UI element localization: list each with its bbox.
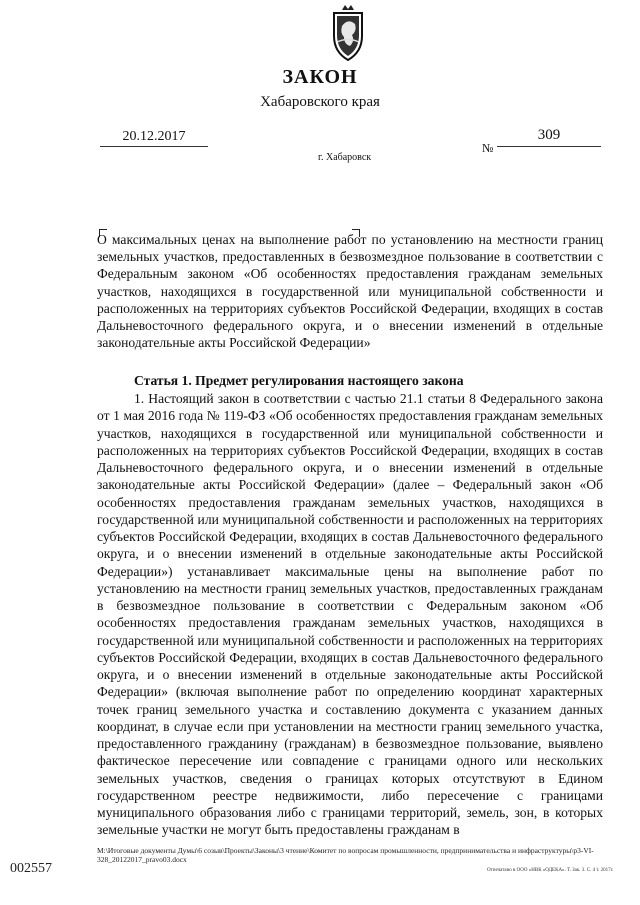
file-path-footer: M:\Итоговые документы Думы\6 созыв\Проекты\Законы\3 чтение\Комитет по вопросам промышленности, предпринимательства и инфраструктуры\р3-VI-328_20122017_pravo03.docx <box>97 846 594 864</box>
region-name: Хабаровского края <box>260 94 380 110</box>
document-code: 002557 <box>10 861 52 876</box>
law-number <box>497 124 601 147</box>
law-title: ЗАКОН <box>282 66 358 88</box>
article-1-paragraph: 1. Настоящий закон в соответствии с частью 21.1 статьи 8 Федерального закона от 1 мая 2016 года № 119-ФЗ «Об особенностях предоставления гражданам земельных участков, находящихся в государственной или муниципальной собственности и расположенных на территориях субъектов Российской Федерации, входящих в состав Дальневосточного федерального округа, и о внесении изменений в отдельные законодательные акты Российской Федерации» (далее – Федеральный закон «Об особенностях предоставления гражданам земельных участков, находящихся в государственной или муниципальной собственности и расположенных на территориях субъектов Российской Федерации, входящих в состав Дальневосточного федерального округа, и о внесении изменений в отдельные законодательные акты Российской Федерации») устанавливает максимальные цены на выполнение работ по установлению на местности границ земельных участков, предоставленных гражданам в безвозмездное пользование в соответствии с Федеральным законом «Об особенностях предоставления гражданам земельных участков, находящихся в государственной или муниципальной собственности и расположенных на территориях субъектов Российской Федерации, входящих в состав Дальневосточного федерального округа, и о внесении изменений в отдельные законодательные акты Российской Федерации» (включая выполнение работ по определению координат характерных точек границ земельного участка и составлению документа с указанием данных координат, в случае если при установлении на местности границ земельного участка, предоставленного гражданину (гражданам) в безвозмездное пользование, выявлено фактическое пересечение или совпадение с границами одного или нескольких земельных участков, сведения о границах которых отсутствуют в Едином государственном реестре недвижимости, либо пересечение с границами муниципального образования либо с границами территорий, земель, зон, в которых земельные участки не могут быть предоставлены гражданам в <box>97 391 603 838</box>
print-note: Отпечатано в ООО «НВК «ОДЕКА». Т. Зак. 3. С. 4 т. 2017г. <box>487 868 614 873</box>
law-date-value: 20.12.2017 <box>122 129 186 144</box>
article-1-heading: Статья 1. Предмет регулирования настоящего закона <box>134 373 464 388</box>
city-name: г. Хабаровск <box>318 152 372 163</box>
khabarovsk-krai-coat-of-arms-icon <box>328 4 368 62</box>
law-subject-title: О максимальных ценах на выполнение работ по установлению на местности границ земельных участков, предоставленных в безвозмездное пользование в соответствии с Федеральным законом «Об особенностях предоставления гражданам земельных участков, находящихся в государственной или муниципальной собственности и расположенных на территориях субъектов Российской Федерации, входящих в состав Дальневосточного федерального округа, и о внесении изменений в отдельные законодательные акты Российской Федерации» <box>97 232 603 351</box>
law-number-value: 309 <box>537 127 561 143</box>
number-sign: № <box>482 141 494 155</box>
law-date <box>100 128 208 147</box>
